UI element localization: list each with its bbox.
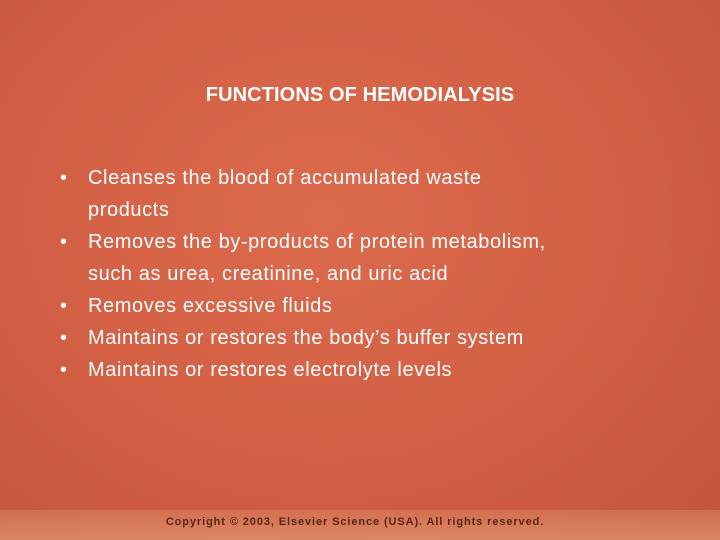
bullet-dot-icon: • bbox=[60, 327, 68, 349]
bullet-dot-icon: • bbox=[60, 359, 68, 381]
bullet-item-electrolyte-levels bbox=[60, 354, 670, 386]
copyright-notice: Copyright © 2003, Elsevier Science (USA). All rights reserved. bbox=[165, 516, 545, 528]
bullet-dot-icon: • bbox=[60, 167, 68, 189]
slide-title: FUNCTIONS OF HEMODIALYSIS bbox=[205, 84, 515, 106]
bullet-text-line-2: such as urea, creatinine, and uric acid bbox=[88, 263, 449, 285]
bullet-item-removes-byproducts bbox=[60, 226, 670, 290]
bullet-list bbox=[60, 162, 670, 386]
bullet-item-buffer-system bbox=[60, 322, 670, 354]
bullet-text-line-1: Removes excessive fluids bbox=[88, 295, 333, 317]
bullet-text-line-1: Maintains or restores the body’s buffer system bbox=[88, 327, 524, 349]
bullet-text-line-2: products bbox=[88, 199, 170, 221]
bullet-text-line-1: Cleanses the blood of accumulated waste bbox=[88, 167, 482, 189]
bullet-text-line-1: Maintains or restores electrolyte levels bbox=[88, 359, 453, 381]
bullet-item-removes-fluids bbox=[60, 290, 670, 322]
bullet-dot-icon: • bbox=[60, 231, 68, 253]
bullet-text-line-1: Removes the by-products of protein metabolism, bbox=[88, 231, 546, 253]
bullet-item-cleanses-blood bbox=[60, 162, 670, 226]
bullet-dot-icon: • bbox=[60, 295, 68, 317]
